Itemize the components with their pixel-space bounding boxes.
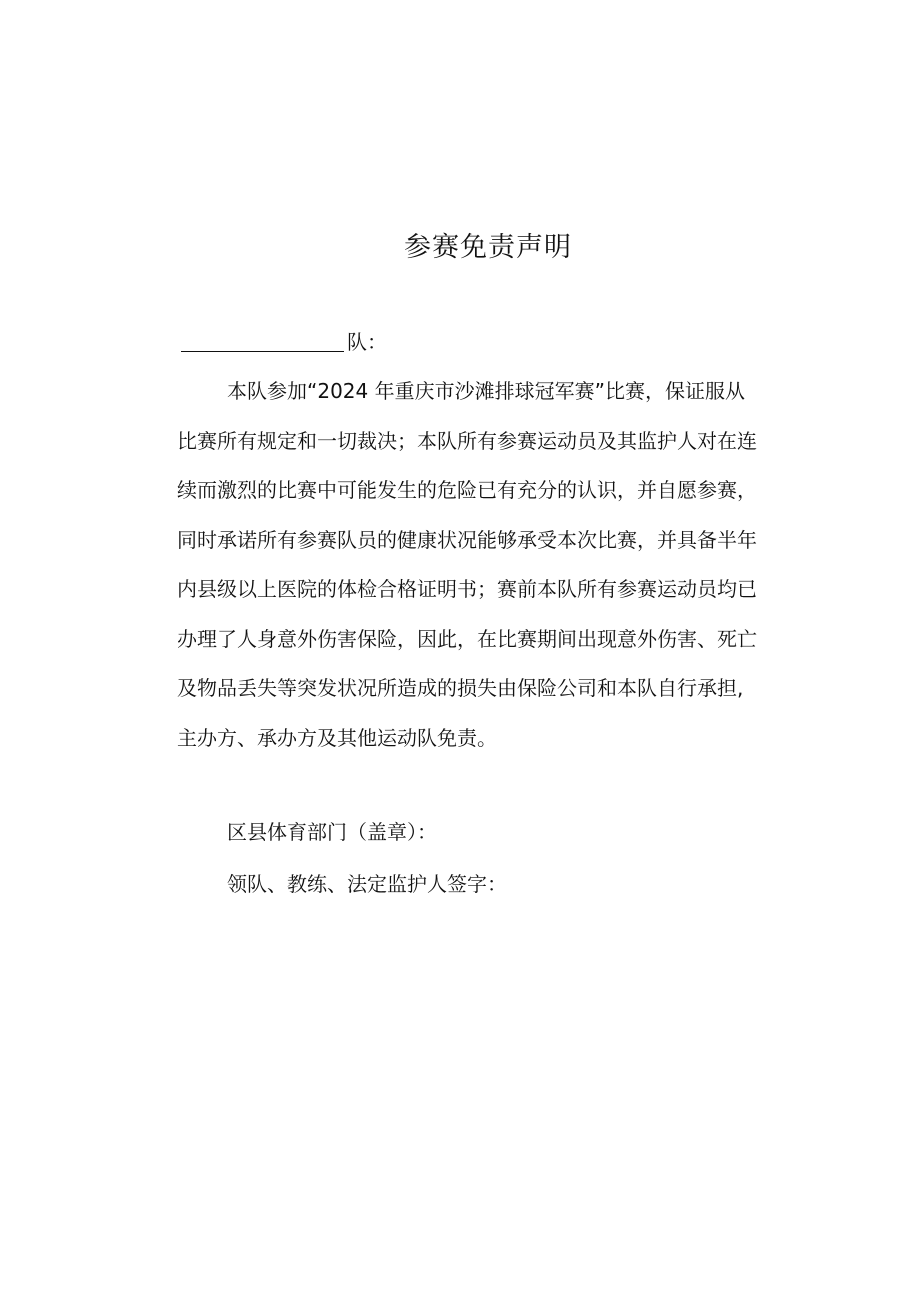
document-title: 参赛免责声明 <box>404 232 572 263</box>
signature-label: 领队、教练、法定监护人签字： <box>227 872 507 896</box>
disclaimer-body <box>177 367 807 763</box>
team-name-blank[interactable] <box>181 327 344 352</box>
body-line: 主办方、承办方及其他运动队免责。 <box>177 725 497 750</box>
dept-seal-label: 区县体育部门（盖章）： <box>227 820 437 844</box>
team-name-line <box>181 325 387 357</box>
body-line: 本队参加“2024 年重庆市沙滩排球冠军赛”比赛，保证服从 <box>227 379 745 403</box>
team-suffix: 队： <box>347 330 387 354</box>
body-line: 同时承诺所有参赛队员的健康状况能够承受本次比赛，并具备半年 <box>177 527 757 552</box>
body-line: 及物品丢失等突发状况所造成的损失由保险公司和本队自行承担, <box>177 676 744 700</box>
body-line: 续而激烈的比赛中可能发生的危险已有充分的认识，并自愿参赛， <box>177 478 757 502</box>
body-line: 内县级以上医院的体检合格证明书；赛前本队所有参赛运动员均已 <box>177 577 757 601</box>
body-line: 办理了人身意外伤害保险，因此，在比赛期间出现意外伤害、死亡 <box>177 626 757 651</box>
body-line: 比赛所有规定和一切裁决；本队所有参赛运动员及其监护人对在连 <box>177 428 757 453</box>
